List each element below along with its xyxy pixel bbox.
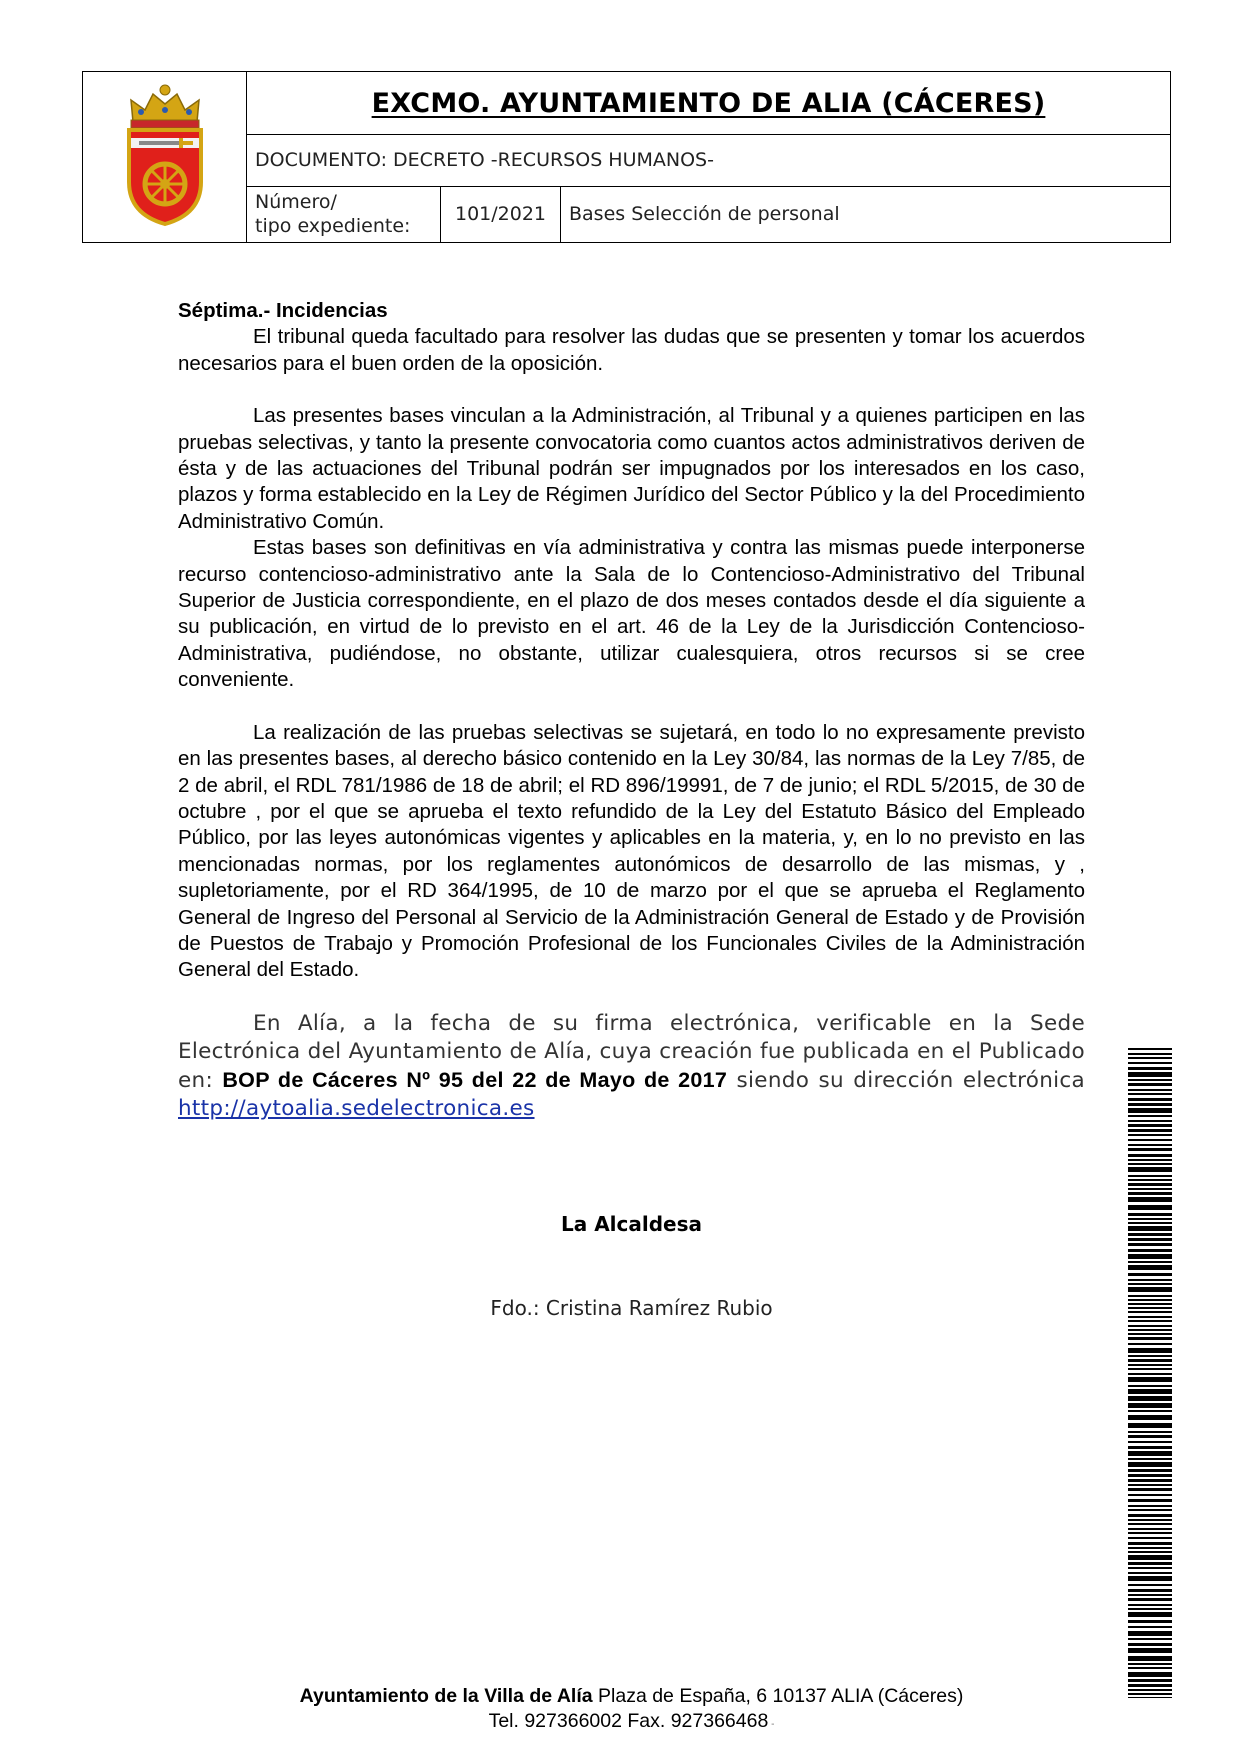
expediente-label (247, 186, 441, 242)
signature-role: La Alcaldesa (560, 1212, 703, 1236)
coat-of-arms-cell (83, 72, 247, 242)
document-body (178, 298, 1085, 1123)
bop-reference: BOP de Cáceres Nº 95 del 22 de Mayo de 2017 (222, 1067, 728, 1092)
footer-org: Ayuntamiento de la Villa de Alía (299, 1685, 593, 1707)
document-type: DOCUMENTO: DECRETO -RECURSOS HUMANOS- (247, 134, 1170, 187)
sede-electronica-link[interactable]: http://aytoalia.sedelectronica.es (178, 1095, 535, 1121)
verification-text (1190, 1048, 1204, 1698)
footer-phones: Tel. 927366002 Fax. 927366468 (488, 1710, 769, 1732)
closing-text-2: siendo su dirección electrónica (727, 1067, 1085, 1093)
coat-of-arms-icon (83, 72, 247, 242)
expediente-row (247, 186, 1170, 242)
footer-address: Plaza de España, 6 10137 ALIA (Cáceres) (592, 1685, 964, 1707)
expediente-label-line1: Número/ (255, 191, 337, 213)
verification-line-2 (1190, 1685, 1241, 1698)
paragraph-4: La realización de las pruebas selectivas se sujetará, en todo lo no expresamente previsto en las presentes bases, al derecho básico contenido en la Ley 30/84, las normas de la Ley 7/85, de 2 de abril, el RDL 781/1986 de 18 de abril; el RD 896/19991, de 7 de junio; el RDL 5/2015, de 30 de octubre , por el que se aprueba el texto refundido de la Ley del Estatuto Básico del Empleado Público, por las leyes autonómicas vigentes y aplicables en la materia, y, en lo no previsto en las mencionadas normas, por los reglamentes autonómicos de desarrollo de las mismas, y , supletoriamente, por el RD 364/1995, de 10 de marzo por el que se aprueba el Reglamento General de Ingreso del Personal al Servicio de la Administración General de Estado y de Provisión de Puestos de Trabajo y Promoción Profesional de los Funcionales Civiles de la Administración General del Estado. (178, 720, 1085, 982)
closing-paragraph (178, 1010, 1085, 1123)
paragraph-1: El tribunal queda facultado para resolver las dudas que se presenten y tomar los acuerdos necesarios para el buen orden de la oposición. (178, 325, 1085, 375)
expediente-type: Bases Selección de personal (569, 203, 840, 225)
signature-name: Fdo.: Cristina Ramírez Rubio (490, 1296, 773, 1320)
paragraph-2: Las presentes bases vinculan a la Administración, al Tribunal y a quienes participen en las pruebas selectivas, y tanto la presente convocatoria como cuantos actos administrativos deriven de ésta y de las actuaciones del Tribunal podrán ser impugnados por los interesados en los caso, plazos y forma establecido en la Ley de Régimen Jurídico del Sector Público y la del Procedimiento Administrativo Común. (178, 404, 1085, 533)
paragraph-3: Estas bases son definitivas en vía administrativa y contra las mismas puede interponerse recurso contencioso-administrativo ante la Sala de lo Contencioso-Administrativo del Tribunal Superior de Justicia correspondiente, en el plazo de dos meses contados desde el día siguiente a su publicación, en virtud de lo previsto en el art. 46 de la Ley de la Jurisdicción Contencioso-Administrativa, pudiéndose, no obstante, utilizar cualesquiera, otros recursos si se cree conveniente. (178, 536, 1085, 692)
municipality-title-cell (247, 72, 1170, 135)
barcode-icon (1128, 1048, 1172, 1698)
page-footer (178, 1684, 1085, 1737)
footer-mark: - (768, 1719, 775, 1730)
closing-text-1: En Alía, a la fecha de su firma electrónica, verificable en la Sede Electrónica del Ayuntamiento de Alía, cuya creación fue publicada en el Publicado en: (178, 1010, 1085, 1093)
municipality-title: EXCMO. AYUNTAMIENTO DE ALIA (CÁCERES) (371, 87, 1046, 119)
expediente-label-line2: tipo expediente: (255, 215, 411, 237)
section-heading: Séptima.- Incidencias (178, 299, 388, 322)
header-table (82, 71, 1171, 243)
expediente-number: 101/2021 (441, 186, 561, 242)
